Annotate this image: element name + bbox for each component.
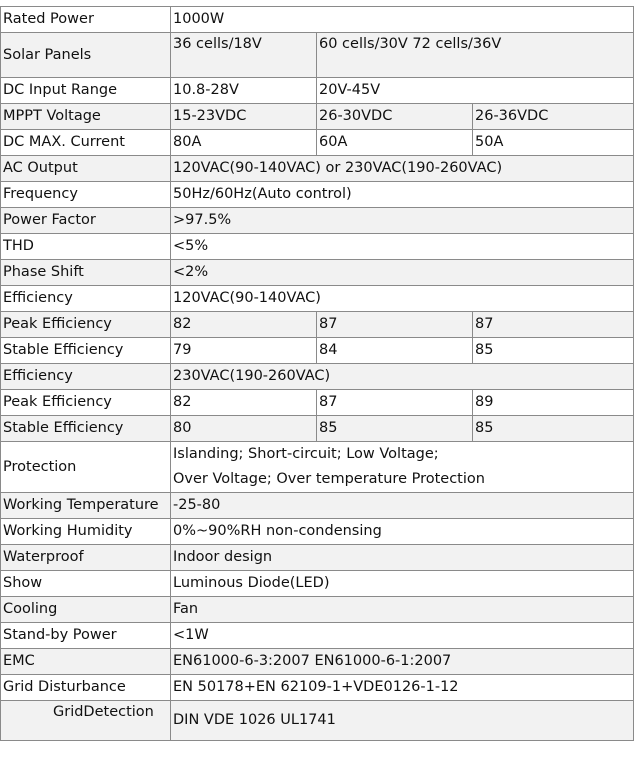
value-show: Luminous Diode(LED) [171,571,634,597]
row-solar-panels [1,33,634,78]
value-working-temperature: -25-80 [171,493,634,519]
label-grid-detection: GridDetection [1,701,171,741]
value-mppt-voltage-2: 26-30VDC [317,104,473,130]
label-efficiency-230: Efficiency [1,364,171,390]
value-power-factor: >97.5% [171,208,634,234]
value-grid-disturbance: EN 50178+EN 62109-1+VDE0126-1-12 [171,675,634,701]
label-frequency: Frequency [1,182,171,208]
value-dc-input-range-1: 10.8-28V [171,78,317,104]
value-frequency: 50Hz/60Hz(Auto control) [171,182,634,208]
spec-table [0,6,634,741]
row-protection [1,442,634,493]
value-mppt-voltage-3: 26-36VDC [473,104,634,130]
value-waterproof: Indoor design [171,545,634,571]
protection-line-2: Over Voltage; Over temperature Protection [173,471,485,487]
protection-line-1: Islanding; Short-circuit; Low Voltage; [173,446,439,462]
label-working-humidity: Working Humidity [1,519,171,545]
value-stable-efficiency-120-2: 84 [317,338,473,364]
row-stable-efficiency-230 [1,416,634,442]
row-power-factor [1,208,634,234]
label-protection: Protection [1,442,171,493]
value-mppt-voltage-1: 15-23VDC [171,104,317,130]
label-phase-shift: Phase Shift [1,260,171,286]
row-emc [1,649,634,675]
row-standby-power [1,623,634,649]
label-dc-input-range: DC Input Range [1,78,171,104]
value-thd: <5% [171,234,634,260]
row-working-temperature [1,493,634,519]
label-rated-power: Rated Power [1,7,171,33]
row-efficiency-230 [1,364,634,390]
value-rated-power: 1000W [171,7,634,33]
label-grid-disturbance: Grid Disturbance [1,675,171,701]
value-grid-detection: DIN VDE 1026 UL1741 [171,701,634,741]
row-cooling [1,597,634,623]
row-frequency [1,182,634,208]
row-thd [1,234,634,260]
row-efficiency-120 [1,286,634,312]
row-waterproof [1,545,634,571]
label-dc-max-current: DC MAX. Current [1,130,171,156]
row-phase-shift [1,260,634,286]
value-dc-max-current-3: 50A [473,130,634,156]
row-mppt-voltage [1,104,634,130]
label-waterproof: Waterproof [1,545,171,571]
row-working-humidity [1,519,634,545]
label-working-temperature: Working Temperature [1,493,171,519]
label-peak-efficiency-120: Peak Efficiency [1,312,171,338]
row-dc-input-range [1,78,634,104]
value-ac-output: 120VAC(90-140VAC) or 230VAC(190-260VAC) [171,156,634,182]
label-mppt-voltage: MPPT Voltage [1,104,171,130]
value-protection [171,442,634,493]
value-solar-panels-2: 60 cells/30V 72 cells/36V [317,33,634,78]
value-peak-efficiency-230-2: 87 [317,390,473,416]
row-stable-efficiency-120 [1,338,634,364]
value-stable-efficiency-120-3: 85 [473,338,634,364]
label-stable-efficiency-230: Stable Efficiency [1,416,171,442]
value-efficiency-120: 120VAC(90-140VAC) [171,286,634,312]
label-cooling: Cooling [1,597,171,623]
value-working-humidity: 0%~90%RH non-condensing [171,519,634,545]
value-dc-input-range-2: 20V-45V [317,78,634,104]
value-cooling: Fan [171,597,634,623]
value-peak-efficiency-120-1: 82 [171,312,317,338]
row-grid-detection [1,701,634,741]
value-peak-efficiency-120-2: 87 [317,312,473,338]
value-efficiency-230: 230VAC(190-260VAC) [171,364,634,390]
value-stable-efficiency-230-2: 85 [317,416,473,442]
value-peak-efficiency-230-3: 89 [473,390,634,416]
value-emc: EN61000-6-3:2007 EN61000-6-1:2007 [171,649,634,675]
label-peak-efficiency-230: Peak Efficiency [1,390,171,416]
label-show: Show [1,571,171,597]
row-grid-disturbance [1,675,634,701]
value-dc-max-current-1: 80A [171,130,317,156]
value-solar-panels-1: 36 cells/18V [171,33,317,78]
row-peak-efficiency-120 [1,312,634,338]
label-ac-output: AC Output [1,156,171,182]
row-peak-efficiency-230 [1,390,634,416]
label-emc: EMC [1,649,171,675]
value-stable-efficiency-230-1: 80 [171,416,317,442]
label-solar-panels: Solar Panels [1,33,171,78]
value-peak-efficiency-230-1: 82 [171,390,317,416]
label-stable-efficiency-120: Stable Efficiency [1,338,171,364]
value-standby-power: <1W [171,623,634,649]
label-efficiency-120: Efficiency [1,286,171,312]
label-power-factor: Power Factor [1,208,171,234]
value-stable-efficiency-120-1: 79 [171,338,317,364]
value-peak-efficiency-120-3: 87 [473,312,634,338]
value-dc-max-current-2: 60A [317,130,473,156]
label-standby-power: Stand-by Power [1,623,171,649]
row-rated-power [1,7,634,33]
row-dc-max-current [1,130,634,156]
value-phase-shift: <2% [171,260,634,286]
row-show [1,571,634,597]
row-ac-output [1,156,634,182]
value-stable-efficiency-230-3: 85 [473,416,634,442]
label-thd: THD [1,234,171,260]
